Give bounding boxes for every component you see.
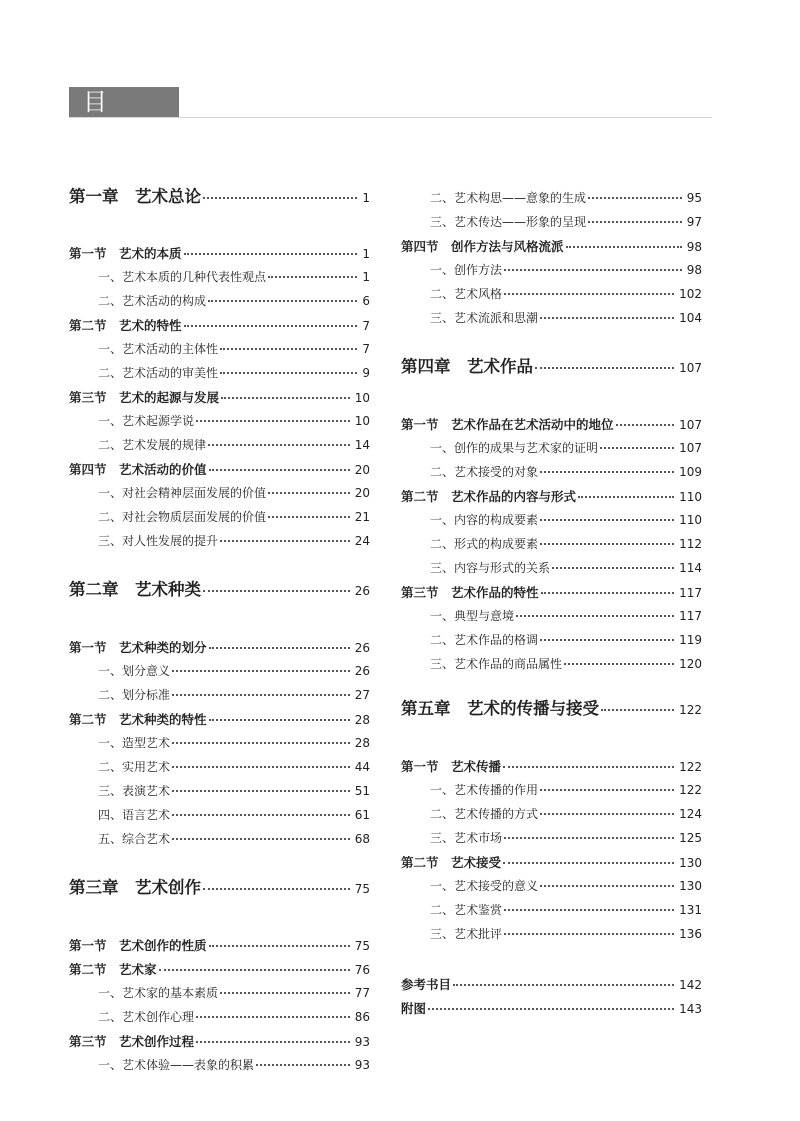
toc-page-number: 44 <box>354 760 370 774</box>
toc-entry-label: 第一节 艺术传播 <box>401 759 502 774</box>
toc-page-number: 102 <box>679 287 702 301</box>
toc-entry-section[interactable] <box>401 487 702 507</box>
toc-entry-label: 二、艺术作品的格调 <box>430 633 539 647</box>
toc-entry-sub[interactable] <box>69 484 370 504</box>
toc-page-number: 97 <box>686 215 702 229</box>
toc-entry-label: 一、划分意义 <box>98 664 171 678</box>
toc-leader-dots <box>196 420 350 422</box>
toc-entry-section[interactable] <box>401 415 702 435</box>
toc-leader-dots <box>196 1041 350 1043</box>
toc-entry-sub[interactable] <box>401 309 702 329</box>
toc-entry-label: 二、实用艺术 <box>98 760 171 774</box>
toc-page-number: 93 <box>354 1058 370 1072</box>
toc-leader-dots <box>172 790 350 792</box>
toc-entry-label: 第一节 艺术种类的划分 <box>69 640 207 655</box>
toc-leader-dots <box>566 246 682 248</box>
toc-entry-sub[interactable] <box>69 436 370 456</box>
toc-leader-dots <box>578 496 674 498</box>
toc-page-number: 117 <box>679 586 702 600</box>
toc-entry-sub[interactable] <box>69 1008 370 1028</box>
toc-page-number: 122 <box>679 703 702 717</box>
toc-page-number: 7 <box>362 342 370 356</box>
toc-leader-dots <box>184 325 358 327</box>
toc-entry-label: 第一节 艺术作品在艺术活动中的地位 <box>401 417 614 432</box>
toc-entry-sub[interactable] <box>69 508 370 528</box>
toc-leader-dots <box>220 992 350 994</box>
toc-entry-sub[interactable] <box>69 292 370 312</box>
toc-page-number: 142 <box>679 978 702 992</box>
toc-leader-dots <box>256 1064 350 1066</box>
toc-leader-dots <box>588 221 682 223</box>
toc-entry-section[interactable] <box>69 244 370 264</box>
toc-page-number: 10 <box>354 391 370 405</box>
toc-page-number: 130 <box>679 879 702 893</box>
toc-page-number: 1 <box>362 191 370 205</box>
toc-leader-dots <box>172 766 350 768</box>
toc-leader-dots <box>268 516 350 518</box>
toc-entry-label: 三、艺术传达——形象的呈现 <box>430 215 587 229</box>
toc-page-number: 98 <box>686 263 702 277</box>
toc-entry-label: 第二章 艺术种类 <box>69 580 201 599</box>
toc-entry-label: 参考书目 <box>401 977 452 992</box>
toc-page-number: 119 <box>679 633 702 647</box>
toc-leader-dots <box>540 813 674 815</box>
toc-entry-label: 一、艺术活动的主体性 <box>98 342 219 356</box>
toc-entry-label: 一、艺术家的基本素质 <box>98 986 219 1000</box>
toc-entry-biblio[interactable] <box>401 975 702 995</box>
toc-leader-dots <box>208 444 350 446</box>
toc-entry-section[interactable] <box>401 757 702 777</box>
toc-entry-sub[interactable] <box>401 285 702 305</box>
toc-entry-label: 二、艺术发展的规律 <box>98 438 207 452</box>
toc-leader-dots <box>209 945 350 947</box>
toc-page-number: 136 <box>679 927 702 941</box>
toc-entry-label: 一、创作方法 <box>430 263 503 277</box>
toc-leader-dots <box>172 694 350 696</box>
toc-entry-sub[interactable] <box>69 1056 370 1076</box>
toc-leader-dots <box>428 1008 674 1010</box>
toc-entry-label: 二、艺术活动的审美性 <box>98 366 219 380</box>
toc-entry-label: 三、艺术流派和思潮 <box>430 311 539 325</box>
toc-leader-dots <box>220 540 350 542</box>
toc-page-number: 76 <box>354 963 370 977</box>
toc-entry-sub[interactable] <box>401 439 702 459</box>
toc-page-number: 20 <box>354 486 370 500</box>
toc-entry-label: 第三节 艺术作品的特性 <box>401 585 539 600</box>
toc-page-number: 122 <box>679 783 702 797</box>
toc-entry-label: 第三章 艺术创作 <box>69 878 201 897</box>
toc-entry-section[interactable] <box>69 960 370 980</box>
toc-page-number: 6 <box>362 294 370 308</box>
toc-entry-label: 二、艺术活动的构成 <box>98 294 207 308</box>
toc-entry-label: 三、表演艺术 <box>98 784 171 798</box>
toc-page-number: 26 <box>354 664 370 678</box>
toc-leader-dots <box>209 469 350 471</box>
toc-entry-label: 一、艺术接受的意义 <box>430 879 539 893</box>
toc-entry-label: 第二节 艺术种类的特性 <box>69 712 207 727</box>
toc-entry-section[interactable] <box>69 388 370 408</box>
toc-page-number: 86 <box>354 1010 370 1024</box>
toc-leader-dots <box>504 269 682 271</box>
toc-leader-dots <box>172 814 350 816</box>
toc-page-number: 110 <box>679 513 702 527</box>
toc-leader-dots <box>172 670 350 672</box>
toc-entry-sub[interactable] <box>401 261 702 281</box>
toc-entry-label: 第四节 艺术活动的价值 <box>69 462 207 477</box>
toc-page-number: 61 <box>354 808 370 822</box>
toc-leader-dots <box>552 567 674 569</box>
toc-page-number: 110 <box>679 490 702 504</box>
toc-leader-dots <box>540 471 674 473</box>
toc-leader-dots <box>503 862 674 864</box>
toc-leader-dots <box>203 197 357 199</box>
toc-entry-label: 二、对社会物质层面发展的价值 <box>98 510 267 524</box>
toc-page-number: 124 <box>679 807 702 821</box>
toc-entry-sub[interactable] <box>69 532 370 552</box>
toc-entry-label: 一、艺术传播的作用 <box>430 783 539 797</box>
toc-leader-dots <box>540 519 674 521</box>
toc-entry-label: 一、艺术起源学说 <box>98 414 195 428</box>
toc-page-number: 122 <box>679 760 702 774</box>
toc-leader-dots <box>220 348 357 350</box>
toc-leader-dots <box>504 837 674 839</box>
toc-entry-sub[interactable] <box>69 734 370 754</box>
toc-page-number: 75 <box>354 939 370 953</box>
toc-leader-dots <box>504 933 674 935</box>
toc-entry-label: 第三节 艺术创作过程 <box>69 1034 195 1049</box>
toc-page-number: 131 <box>679 903 702 917</box>
toc-entry-section[interactable] <box>69 460 370 480</box>
toc-entry-sub[interactable] <box>69 268 370 288</box>
toc-entry-sub[interactable] <box>69 364 370 384</box>
toc-entry-sub[interactable] <box>69 662 370 682</box>
toc-leader-dots <box>588 197 682 199</box>
toc-leader-dots <box>504 909 674 911</box>
toc-entry-label: 一、创作的成果与艺术家的证明 <box>430 441 599 455</box>
toc-leader-dots <box>504 293 674 295</box>
toc-page-number: 26 <box>354 641 370 655</box>
toc-leader-dots <box>516 615 674 617</box>
toc-leader-dots <box>453 984 674 986</box>
toc-entry-label: 第二节 艺术家 <box>69 962 157 977</box>
toc-leader-dots <box>616 424 675 426</box>
toc-page-number: 104 <box>679 311 702 325</box>
toc-title: 目 录 <box>69 87 179 117</box>
toc-entry-sub[interactable] <box>401 189 702 209</box>
toc-entry-sub[interactable] <box>401 877 702 897</box>
toc-page-number: 98 <box>686 240 702 254</box>
toc-entry-sub[interactable] <box>69 412 370 432</box>
toc-leader-dots <box>535 367 674 369</box>
toc-entry-label: 三、内容与形式的关系 <box>430 561 551 575</box>
toc-page-number: 1 <box>362 247 370 261</box>
toc-page-number: 77 <box>354 986 370 1000</box>
toc-entry-label: 三、艺术作品的商品属性 <box>430 657 563 671</box>
toc-page-number: 7 <box>362 319 370 333</box>
toc-entry-label: 第一节 艺术创作的性质 <box>69 938 207 953</box>
toc-entry-sub[interactable] <box>401 607 702 627</box>
toc-entry-label: 三、艺术批评 <box>430 927 503 941</box>
toc-entry-label: 三、对人性发展的提升 <box>98 534 219 548</box>
toc-entry-label: 一、内容的构成要素 <box>430 513 539 527</box>
toc-page-number: 143 <box>679 1002 702 1016</box>
toc-entry-label: 二、形式的构成要素 <box>430 537 539 551</box>
toc-entry-sub[interactable] <box>69 686 370 706</box>
toc-leader-dots <box>208 300 357 302</box>
toc-entry-label: 二、划分标准 <box>98 688 171 702</box>
toc-entry-sub[interactable] <box>401 559 702 579</box>
toc-leader-dots <box>540 789 674 791</box>
toc-leader-dots <box>540 317 674 319</box>
toc-leader-dots <box>203 590 350 592</box>
toc-entry-sub[interactable] <box>69 984 370 1004</box>
toc-leader-dots <box>221 397 350 399</box>
toc-page-number: 107 <box>679 418 702 432</box>
toc-page-number: 114 <box>679 561 702 575</box>
toc-entry-label: 一、对社会精神层面发展的价值 <box>98 486 267 500</box>
toc-entry-sub[interactable] <box>401 805 702 825</box>
toc-entry-chapter[interactable] <box>401 695 702 725</box>
toc-leader-dots <box>600 447 674 449</box>
toc-leader-dots <box>564 663 674 665</box>
toc-entry-chapter[interactable] <box>69 576 370 606</box>
toc-entry-biblio[interactable] <box>401 999 702 1019</box>
toc-entry-label: 二、艺术接受的对象 <box>430 465 539 479</box>
toc-entry-sub[interactable] <box>401 463 702 483</box>
toc-leader-dots <box>540 639 674 641</box>
toc-entry-section[interactable] <box>69 1032 370 1052</box>
toc-page-number: 125 <box>679 831 702 845</box>
toc-page-number: 107 <box>679 441 702 455</box>
toc-page-number: 14 <box>354 438 370 452</box>
toc-entry-label: 第四章 艺术作品 <box>401 357 533 376</box>
toc-entry-label: 第五章 艺术的传播与接受 <box>401 699 599 718</box>
toc-page-number: 26 <box>354 584 370 598</box>
toc-page-number: 9 <box>362 366 370 380</box>
toc-entry-section[interactable] <box>69 638 370 658</box>
toc-leader-dots <box>601 709 674 711</box>
toc-entry-label: 第四节 创作方法与风格流派 <box>401 239 564 254</box>
toc-entry-sub[interactable] <box>401 901 702 921</box>
toc-page-number: 10 <box>354 414 370 428</box>
toc-entry-sub[interactable] <box>69 806 370 826</box>
toc-entry-label: 一、典型与意境 <box>430 609 515 623</box>
toc-page-number: 24 <box>354 534 370 548</box>
toc-leader-dots <box>184 253 358 255</box>
toc-leader-dots <box>540 543 674 545</box>
toc-page-number: 1 <box>362 270 370 284</box>
toc-leader-dots <box>196 1016 350 1018</box>
toc-entry-sub[interactable] <box>69 340 370 360</box>
toc-page-number: 20 <box>354 463 370 477</box>
toc-entry-label: 五、综合艺术 <box>98 832 171 846</box>
toc-entry-section[interactable] <box>401 583 702 603</box>
toc-entry-label: 二、艺术传播的方式 <box>430 807 539 821</box>
toc-entry-chapter[interactable] <box>69 183 370 213</box>
toc-page-number: 117 <box>679 609 702 623</box>
toc-leader-dots <box>541 592 675 594</box>
toc-entry-label: 第二节 艺术作品的内容与形式 <box>401 489 577 504</box>
toc-entry-section[interactable] <box>401 237 702 257</box>
toc-leader-dots <box>172 742 350 744</box>
toc-leader-dots <box>159 969 350 971</box>
toc-entry-label: 四、语言艺术 <box>98 808 171 822</box>
toc-leader-dots <box>209 647 350 649</box>
title-divider <box>69 117 712 118</box>
toc-page-number: 120 <box>679 657 702 671</box>
toc-entry-sub[interactable] <box>401 213 702 233</box>
toc-page-number: 93 <box>354 1035 370 1049</box>
toc-entry-sub[interactable] <box>401 511 702 531</box>
toc-entry-label: 第一章 艺术总论 <box>69 187 201 206</box>
toc-entry-sub[interactable] <box>401 631 702 651</box>
toc-entry-label: 二、艺术构思——意象的生成 <box>430 191 587 205</box>
toc-entry-chapter[interactable] <box>69 874 370 904</box>
toc-entry-label: 一、造型艺术 <box>98 736 171 750</box>
toc-page-number: 112 <box>679 537 702 551</box>
toc-entry-label: 一、艺术本质的几种代表性观点 <box>98 270 267 284</box>
toc-entry-sub[interactable] <box>401 655 702 675</box>
toc-entry-label: 二、艺术创作心理 <box>98 1010 195 1024</box>
toc-leader-dots <box>209 719 350 721</box>
toc-page-number: 68 <box>354 832 370 846</box>
toc-entry-sub[interactable] <box>69 830 370 850</box>
toc-page-number: 109 <box>679 465 702 479</box>
toc-entry-sub[interactable] <box>401 925 702 945</box>
toc-page-number: 27 <box>354 688 370 702</box>
toc-entry-label: 三、艺术市场 <box>430 831 503 845</box>
toc-entry-section[interactable] <box>401 853 702 873</box>
toc-page-number: 130 <box>679 856 702 870</box>
toc-leader-dots <box>203 888 350 890</box>
toc-entry-label: 附图 <box>401 1001 427 1016</box>
toc-entry-sub[interactable] <box>69 758 370 778</box>
toc-page-number: 95 <box>686 191 702 205</box>
toc-page-number: 75 <box>354 882 370 896</box>
toc-page-number: 107 <box>679 361 702 375</box>
toc-page-number: 28 <box>354 713 370 727</box>
toc-entry-label: 第二节 艺术接受 <box>401 855 502 870</box>
toc-entry-section[interactable] <box>69 316 370 336</box>
toc-entry-label: 第一节 艺术的本质 <box>69 246 182 261</box>
toc-entry-sub[interactable] <box>401 781 702 801</box>
toc-entry-sub[interactable] <box>401 829 702 849</box>
toc-leader-dots <box>268 276 357 278</box>
toc-leader-dots <box>268 492 350 494</box>
toc-entry-label: 一、艺术体验——表象的积累 <box>98 1058 255 1072</box>
toc-entry-section[interactable] <box>69 936 370 956</box>
toc-entry-label: 第三节 艺术的起源与发展 <box>69 390 220 405</box>
toc-page-number: 51 <box>354 784 370 798</box>
toc-leader-dots <box>540 885 674 887</box>
toc-entry-sub[interactable] <box>401 535 702 555</box>
toc-page-number: 28 <box>354 736 370 750</box>
toc-entry-section[interactable] <box>69 710 370 730</box>
toc-entry-chapter[interactable] <box>401 353 702 383</box>
toc-page-number: 21 <box>354 510 370 524</box>
toc-leader-dots <box>172 838 350 840</box>
toc-entry-label: 二、艺术风格 <box>430 287 503 301</box>
toc-entry-sub[interactable] <box>69 782 370 802</box>
toc-leader-dots <box>503 766 674 768</box>
toc-leader-dots <box>220 372 357 374</box>
toc-entry-label: 二、艺术鉴赏 <box>430 903 503 917</box>
toc-entry-label: 第二节 艺术的特性 <box>69 318 182 333</box>
